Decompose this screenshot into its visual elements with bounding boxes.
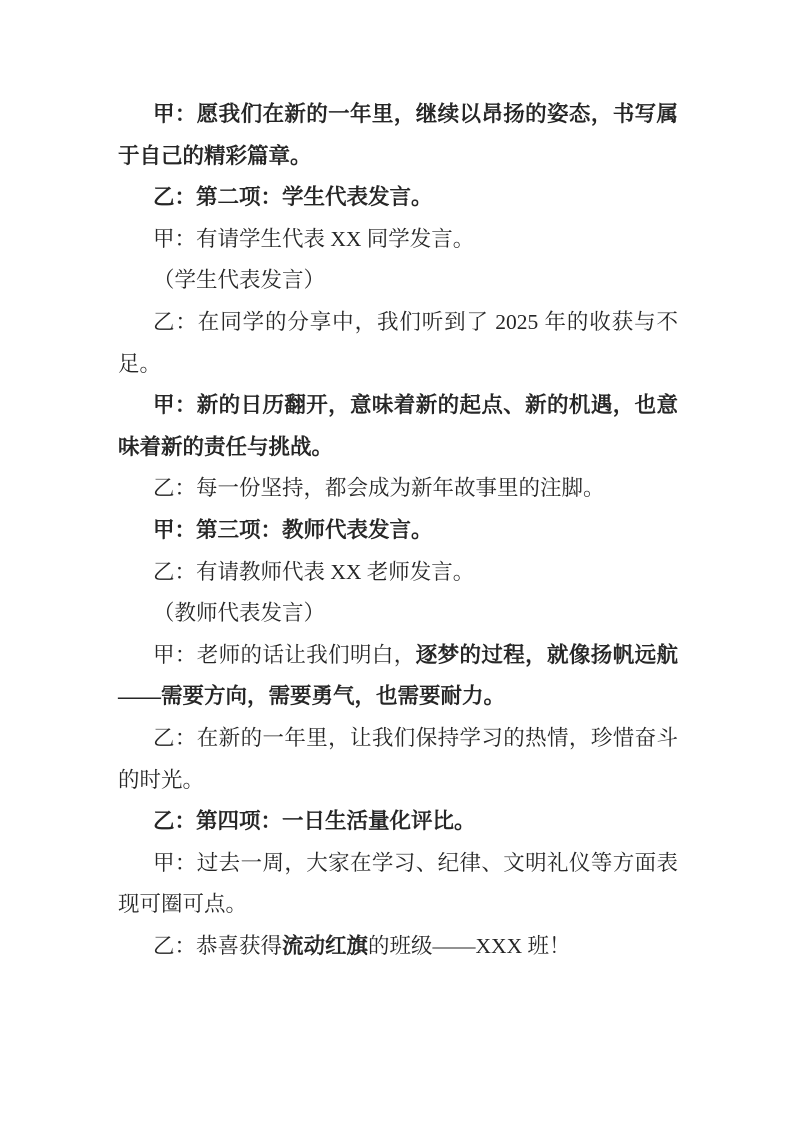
text-run: 乙：第四项：一日生活量化评比。 [153, 809, 476, 834]
text-run: 甲：愿我们在新的一年里，继续以昂扬的姿态，书写属于自己的精彩篇章。 [118, 102, 678, 168]
paragraph [118, 843, 678, 926]
text-run: 乙：有请教师代表 XX 老师发言。 [153, 559, 475, 584]
paragraph [118, 177, 678, 219]
paragraph [118, 801, 678, 843]
paragraph [118, 302, 678, 385]
text-run: 甲：第三项：教师代表发言。 [153, 517, 433, 542]
paragraph [118, 718, 678, 801]
text-run: 乙：在新的一年里，让我们保持学习的热情，珍惜奋斗的时光。 [118, 725, 678, 792]
text-run: 逐梦的过程，就像扬帆远航——需要方向，需要勇气，也需要耐力。 [118, 642, 678, 709]
paragraph [118, 593, 678, 635]
paragraph [118, 219, 678, 261]
text-run: 乙：每一份坚持，都会成为新年故事里的注脚。 [153, 476, 605, 501]
text-run: （教师代表发言） [153, 601, 326, 626]
text-run: （学生代表发言） [153, 268, 326, 293]
text-run: 甲：有请学生代表 XX 同学发言。 [153, 226, 475, 251]
text-run: 流动红旗 [282, 933, 369, 958]
text-run: 甲：老师的话让我们明白， [153, 642, 416, 667]
paragraph [118, 552, 678, 594]
paragraph [118, 94, 678, 177]
paragraph [118, 510, 678, 552]
text-run: 乙：恭喜获得 [153, 933, 283, 958]
document-body [118, 94, 678, 967]
text-run: 甲：过去一周，大家在学习、纪律、文明礼仪等方面表现可圈可点。 [118, 850, 678, 917]
paragraph [118, 635, 678, 718]
text-run: 乙：第二项：学生代表发言。 [153, 185, 433, 210]
text-run: 乙：在同学的分享中，我们听到了 2025 年的收获与不足。 [118, 309, 678, 376]
paragraph [118, 468, 678, 510]
text-run: 甲：新的日历翻开，意味着新的起点、新的机遇，也意味着新的责任与挑战。 [118, 393, 678, 459]
paragraph [118, 260, 678, 302]
paragraph [118, 385, 678, 468]
paragraph [118, 926, 678, 968]
text-run: 的班级——XXX 班！ [368, 933, 571, 958]
